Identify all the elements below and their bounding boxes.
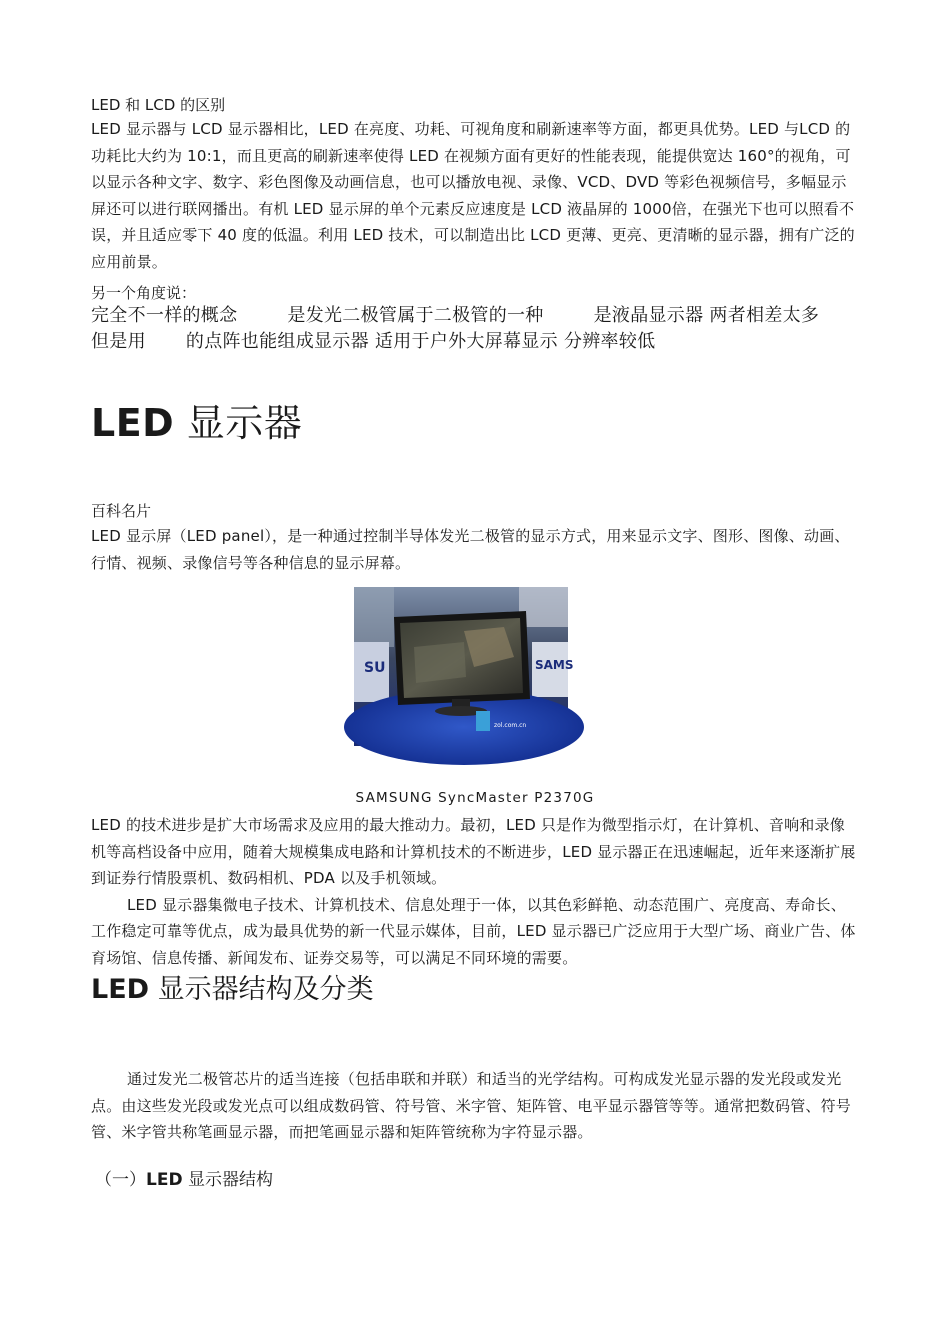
monitor-photo [354, 587, 574, 746]
section-title-en: LED [91, 974, 150, 1005]
brand-banner-left: SU [364, 660, 386, 676]
another-angle-label: 另一个角度说： [91, 284, 197, 302]
concept-line-1-part-b: 是发光二极管属于二极管的一种 [287, 305, 544, 326]
comparison-paragraph: LED 显示器与 LCD 显示器相比，LED 在亮度、功耗、可视角度和刷新速率等方面，都更具优势。LED 与LCD 的功耗比大约为 10:1，而且更高的刷新速率使得 LED 在视频方面有更好的性能表现，能提供宽达 160°的视角，可以显示各种文字、数字、彩色图像及动画信息，也可以播放电视、录像、VCD、DVD 等彩色视频信号，多幅显示屏还可以进行联网播出。有机 LED 显示屏的单个元素反应速度是 LCD 液晶屏的 1000倍，在强光下也可以照看不误，并且适应零下 40 度的低温。利用 LED 技术，可以制造出比 LCD 更薄、更亮、更清晰的显示器，拥有广泛的应用前景。 [91, 120, 855, 271]
structure-paragraph: 通过发光二极管芯片的适当连接（包括串联和并联）和适当的光学结构。可构成发光显示器的发光段或发光点。由这些发光段或发光点可以组成数码管、符号管、米字管、矩阵管、电平显示器管等等。通常把数码管、符号管、米字管共称笔画显示器，而把笔画显示器和矩阵管统称为字符显示器。 [91, 1070, 852, 1141]
brand-banner-right: SAMS [535, 658, 574, 672]
concept-line-1-part-c: 是液晶显示器 两者相差太多 [593, 305, 820, 326]
monitor-photo-image [354, 587, 574, 746]
section-title-led-vs-lcd: LED 和 LCD 的区别 [91, 96, 226, 114]
main-title-en: LED [91, 401, 175, 445]
main-title [91, 401, 859, 445]
concept-line-2-part-a: 但是用 [91, 331, 146, 352]
concept-line-2 [91, 329, 859, 355]
subsection-title-cn: 显示器结构 [182, 1169, 273, 1190]
intro-paragraph: LED 显示屏（LED panel），是一种通过控制半导体发光二极管的显示方式，用来显示文字、图形、图像、动画、行情、视频、录像信号等各种信息的显示屏幕。 [91, 527, 850, 572]
section-title-cn: 显示器结构及分类 [149, 974, 374, 1005]
concept-line-2-part-b: 的点阵也能组成显示器 适用于户外大屏幕显示 分辨率较低 [185, 331, 656, 352]
photo-caption: SAMSUNG SyncMaster P2370G [355, 790, 595, 806]
main-body [91, 812, 859, 1007]
subsection-title [95, 1168, 859, 1192]
document-page [91, 94, 859, 1190]
subsection-prefix: （一） [95, 1169, 146, 1190]
concept-line-1-part-a: 完全不一样的概念 [91, 305, 238, 326]
watermark-logo: zol.com.cn [494, 722, 527, 729]
body-paragraph-1: LED 的技术进步是扩大市场需求及应用的最大推动力。最初，LED 只是作为微型指示灯，在计算机、音响和录像机等高档设备中应用，随着大规模集成电路和计算机技术的不断进步，LED 显示器正在迅速崛起，近年来逐渐扩展到证券行情股票机、数码相机、PDA 以及手机领域。 [91, 816, 856, 887]
encyclopedia-card-label: 百科名片 [91, 502, 152, 520]
concept-line-1 [91, 303, 859, 329]
body-paragraph-2: LED 显示器集微电子技术、计算机技术、信息处理于一体，以其色彩鲜艳、动态范围广、亮度高、寿命长、工作稳定可靠等优点，成为最具优势的新一代显示媒体，目前，LED 显示器已广泛应用于大型广场、商业广告、体育场馆、信息传播、新闻发布、证券交易等，可以满足不同环境的需要。 [91, 895, 856, 967]
section-title-structure [91, 973, 859, 1007]
main-title-cn: 显示器 [174, 401, 303, 445]
subsection-title-en: LED [146, 1169, 183, 1190]
structure-body [91, 1066, 859, 1192]
